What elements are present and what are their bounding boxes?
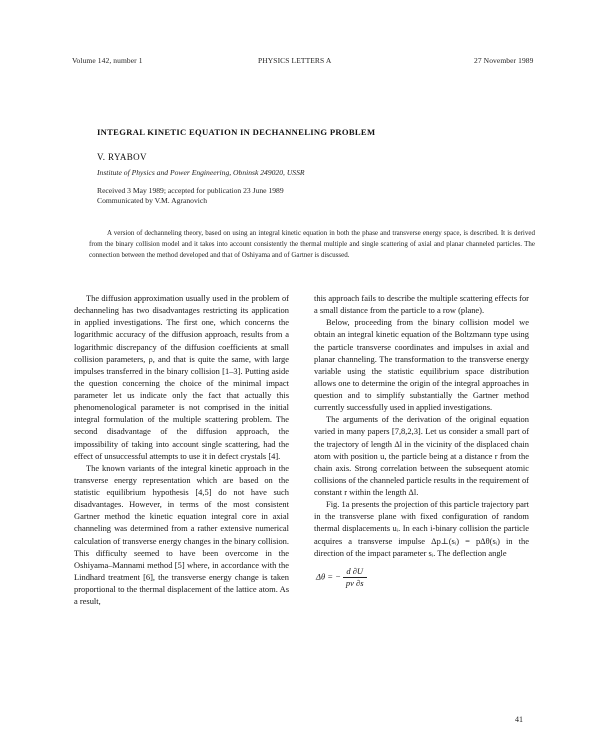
deflection-angle-formula	[316, 566, 529, 589]
received-line: Received 3 May 1989; accepted for publication 23 June 1989	[97, 186, 284, 195]
formula-denominator: pv ∂s	[345, 577, 364, 588]
journal-name: PHYSICS LETTERS A	[258, 56, 332, 65]
paragraph: The arguments of the derivation of the original equation varied in many papers [7,8,2,3]. Let us consider a small part of the trajectory of length Δl in the vicinity of the displaced chain atom with position u, the particle being at a distance r from the chain axis. Strong correlation between the subsequent atomic collisions of the channeled particle results in the requirement of constant r within the length Δl.	[314, 414, 529, 497]
formula-numerator: d ∂U	[343, 566, 367, 578]
paragraph: The diffusion approximation usually used in the problem of dechanneling has two disadvantages restricting its application in applied investigations. The first one, which concerns the logarithmic accuracy of the diffusion approach, results from a logarithmic discrepancy of the diffusion coefficients at small collision parameters, ρ, and that is quite the same, with large impulses transferred in the binary collision [1–3]. Putting aside the question concerning the choice of the minimal impact parameter let us indicate only the fact that actually this phenomenological parameter is not comprised in the initial integral formulation of the multiple scattering problem. The second disadvantage of the diffusion approach, the impossibility of taking into account single scattering, had the effect of unsuccessful attempts to use it in defect crystals [4].	[74, 293, 289, 461]
paragraph: Below, proceeding from the binary collision model we obtain an integral kinetic equation of the Boltzmann type using the particle transverse coordinates and impulses in axial and planar channeling. The transformation to the transverse energy variable using the statistic equilibrium space distribution allows one to determine the origin of the integral approaches in question and to simplify substantially the Gartner method currently successfully used in applied investigations.	[314, 317, 529, 413]
paragraph: Fig. 1a presents the projection of this particle trajectory part in the transverse plane with fixed configuration of random thermal displacements uᵢ. In each i-binary collision the particle acquires a transverse impulse Δp⊥(sᵢ) = pΔθ(sᵢ) in the direction of the impact parameter sᵢ. The deflection angle	[314, 499, 529, 558]
communicated-line: Communicated by V.M. Agranovich	[97, 196, 208, 205]
article-title: INTEGRAL KINETIC EQUATION IN DECHANNELING PROBLEM	[97, 127, 376, 137]
issue-date: 27 November 1989	[474, 56, 534, 65]
volume-number: Volume 142, number 1	[72, 56, 143, 65]
formula-lhs: Δθ = −	[316, 571, 341, 582]
page-number: 41	[515, 715, 523, 724]
body-column-left	[74, 292, 289, 607]
paragraph: this approach fails to describe the multiple scattering effects for a small distance from the particle to a row (plane).	[314, 293, 529, 316]
paragraph: The known variants of the integral kinetic approach in the transverse energy representation which are based on the statistic equilibrium hypothesis [4,5] do not have such disadvantages. However, in terms of the most consistent Gartner method the kinetic equation integral core in axial channeling was determined from a rather extensive numerical calculation of transverse energy changes in the binary collision. This difficulty seemed to have been overcome in the Oshiyama–Mannami method [5] where, in accordance with the Lindhard treatment [6], the transverse energy change is taken proportional to the thermal displacement of the lattice atom. As a result,	[74, 462, 289, 607]
author-name: V. RYABOV	[97, 152, 147, 162]
author-affiliation: Institute of Physics and Power Engineering, Obninsk 249020, USSR	[97, 168, 305, 177]
abstract: A version of dechanneling theory, based on using an integral kinetic equation in both the phase and transverse energy space, is described. It is derived from the binary collision model and it takes into account consistently the thermal multiple and single scattering of axial and planar channeled particles. The connection between the method developed and that of Oshiyama and of Gartner is discussed.	[89, 229, 535, 260]
body-column-right	[314, 292, 529, 589]
formula-fraction	[343, 566, 367, 589]
publication-dates	[97, 186, 284, 206]
